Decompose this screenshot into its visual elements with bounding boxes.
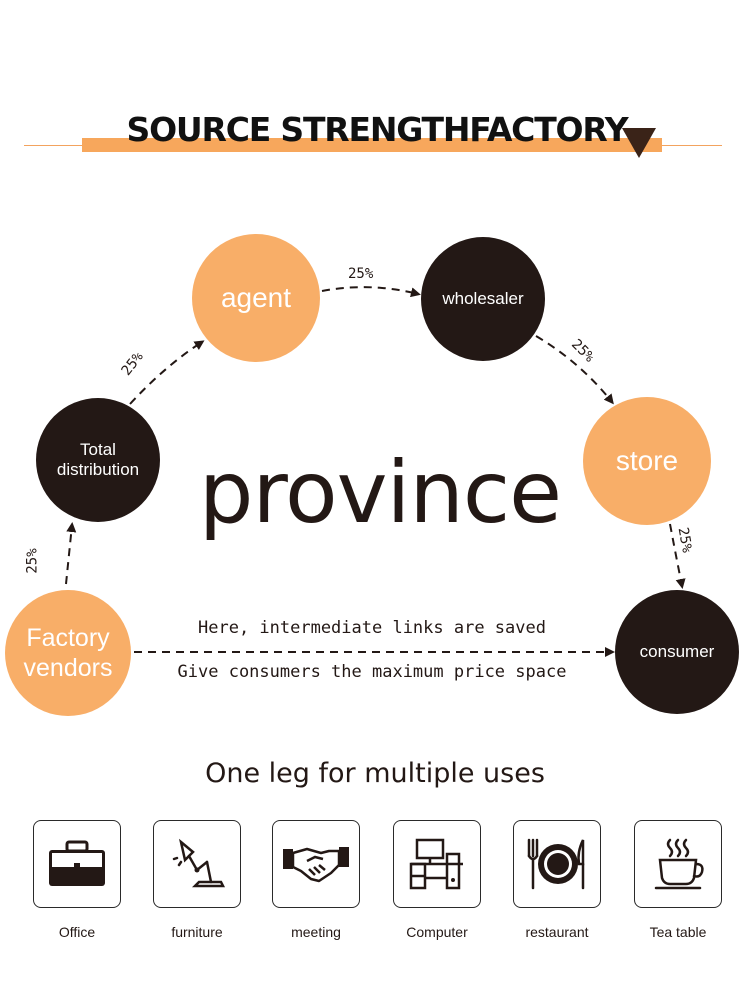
tea-cup-icon <box>648 834 708 894</box>
uses-subtitle: One leg for multiple uses <box>205 758 545 789</box>
node-store-label: store <box>615 445 679 477</box>
use-label-tea-table: Tea table <box>649 924 707 940</box>
use-card-computer <box>393 820 481 908</box>
note-price-space: Give consumers the maximum price space <box>177 662 567 682</box>
node-consumer <box>615 590 739 714</box>
use-card-restaurant <box>513 820 601 908</box>
use-label-computer: Computer <box>406 924 468 940</box>
use-card-tea-table <box>634 820 722 908</box>
pct-store-consumer: 25% <box>674 526 695 554</box>
desk-lamp-icon <box>167 834 227 894</box>
arrow-agent-to-wholesaler <box>322 287 418 294</box>
arrow-factory-to-total <box>66 525 72 584</box>
arrow-total-to-agent <box>130 342 202 404</box>
node-agent <box>192 234 320 362</box>
use-label-office: Office <box>58 924 96 940</box>
node-wholesaler-label: wholesaler <box>442 288 524 308</box>
node-factory-label: Factory vendors <box>23 624 113 682</box>
pct-agent-wholesaler: 25% <box>348 266 374 282</box>
pct-factory-total: 25% <box>24 548 41 574</box>
pct-total-agent: 25% <box>118 349 147 379</box>
plate-cutlery-icon <box>523 836 591 892</box>
use-label-restaurant: restaurant <box>525 924 589 940</box>
page-title: SOURCE STRENGTHFACTORY <box>126 110 628 149</box>
node-factory-vendors <box>5 590 131 716</box>
node-total-label-1: Total <box>80 439 116 459</box>
use-card-furniture <box>153 820 241 908</box>
use-card-meeting <box>272 820 360 908</box>
use-label-furniture: furniture <box>171 924 223 940</box>
center-word: province <box>198 443 562 543</box>
pct-wholesaler-store: 25% <box>568 336 598 366</box>
node-wholesaler <box>421 237 545 361</box>
handshake-icon <box>281 839 351 889</box>
use-card-office <box>33 820 121 908</box>
node-store <box>583 397 711 525</box>
node-total-distribution <box>36 398 160 522</box>
node-consumer-label: consumer <box>639 641 715 661</box>
note-links-saved: Here, intermediate links are saved <box>198 618 546 638</box>
node-agent-label: agent <box>220 282 292 314</box>
node-total-label-2: distribution <box>56 460 140 479</box>
use-label-meeting: meeting <box>291 924 341 940</box>
computer-desk-icon <box>407 834 467 894</box>
briefcase-icon <box>45 836 109 892</box>
